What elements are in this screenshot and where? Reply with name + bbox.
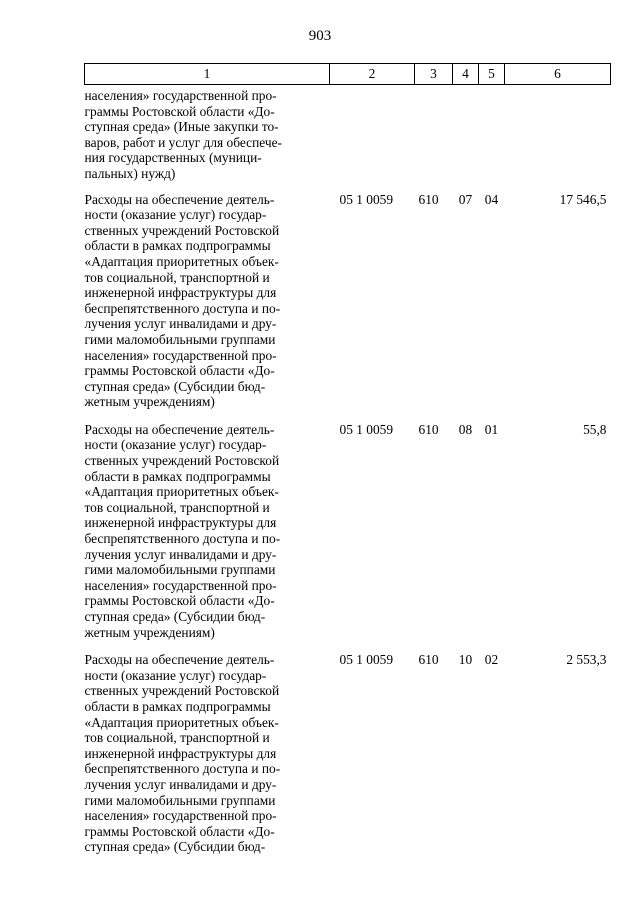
description-line: ственных учреждений Ростовской [84, 453, 280, 469]
description-line: тов социальной, транспортной и [84, 499, 270, 515]
description-line: ступная среда» (Субсидии бюд- [84, 839, 266, 855]
table-row [85, 188, 611, 418]
subsection-code: 01 [484, 421, 499, 437]
table-row [85, 418, 611, 648]
description-line: Расходы на обеспечение деятель- [84, 421, 275, 437]
page-number: 903 [308, 28, 332, 44]
description-line: беспрепятственного доступа и по- [84, 761, 281, 777]
amount: 2 553,3 [566, 652, 607, 668]
description-line: тов социальной, транспортной и [84, 730, 270, 746]
description-line: граммы Ростовской области «До- [84, 593, 275, 609]
description-line: ности (оказание услуг) государ- [84, 207, 267, 223]
description-line: пальных) нужд) [84, 165, 176, 181]
description-line: населения» государственной про- [84, 808, 277, 824]
description-line: ности (оказание услуг) государ- [84, 437, 267, 453]
description-line: области в рамках подпрограммы [84, 238, 271, 254]
amount: 17 546,5 [559, 191, 607, 207]
table-header-row [85, 64, 611, 85]
description-line: Расходы на обеспечение деятель- [84, 652, 275, 668]
budget-table [84, 63, 611, 863]
description-line: инженерной инфраструктуры для [84, 285, 277, 301]
description-line: ственных учреждений Ростовской [84, 683, 280, 699]
description-line: жетным учреждениям) [84, 624, 215, 640]
description-line: ственных учреждений Ростовской [84, 222, 280, 238]
description-line: Расходы на обеспечение деятель- [84, 191, 275, 207]
description-line: ступная среда» (Субсидии бюд- [84, 609, 266, 624]
description-line: ступная среда» (Иные закупки то- [84, 119, 279, 135]
row-description [85, 418, 330, 648]
description-line: гими маломобильными группами [84, 331, 276, 347]
description-line: области в рамках подпрограммы [84, 468, 271, 484]
target-article-code: 05 1 0059 [339, 191, 394, 207]
description-line: области в рамках подпрограммы [84, 698, 271, 714]
description-line: жетным учреждениям) [84, 394, 215, 410]
description-line: лучения услуг инвалидами и дру- [84, 776, 277, 792]
column-header-2: 2 [330, 64, 415, 85]
row-description [85, 648, 330, 863]
expense-type-code: 610 [418, 191, 439, 207]
description-line: граммы Ростовской области «До- [84, 103, 275, 119]
section-code: 10 [458, 652, 473, 668]
subsection-code: 04 [484, 191, 499, 207]
description-line: ния государственных (муници- [84, 150, 262, 166]
target-article-code: 05 1 0059 [339, 652, 394, 668]
row-description [85, 188, 330, 418]
column-header-1: 1 [85, 64, 330, 85]
section-code: 08 [458, 421, 473, 437]
description-line: «Адаптация приоритетных объек- [84, 714, 279, 730]
section-code: 07 [458, 191, 473, 207]
expense-type-code: 610 [418, 652, 439, 668]
description-line: лучения услуг инвалидами и дру- [84, 316, 277, 332]
description-line: населения» государственной про- [84, 347, 277, 363]
description-line: граммы Ростовской области «До- [84, 823, 275, 839]
amount: 55,8 [583, 421, 607, 437]
description-line: ступная среда» (Субсидии бюд- [84, 378, 266, 394]
description-line: гими маломобильными группами [84, 792, 276, 808]
description-line: беспрепятственного доступа и по- [84, 531, 281, 547]
column-header-4: 4 [453, 64, 479, 85]
description-line: населения» государственной про- [84, 577, 277, 593]
description-line: тов социальной, транспортной и [84, 269, 270, 285]
column-header-5: 5 [479, 64, 505, 85]
column-header-3: 3 [415, 64, 453, 85]
description-line: «Адаптация приоритетных объек- [84, 253, 279, 269]
description-line: варов, работ и услуг для обеспече- [84, 134, 283, 150]
continuation-row [85, 85, 611, 188]
table-row [85, 648, 611, 863]
description-line: инженерной инфраструктуры для [84, 515, 277, 531]
subsection-code: 02 [484, 652, 499, 668]
expense-type-code: 610 [418, 421, 439, 437]
description-line: инженерной инфраструктуры для [84, 745, 277, 761]
description-line: беспрепятственного доступа и по- [84, 300, 281, 316]
description-line: лучения услуг инвалидами и дру- [84, 546, 277, 562]
column-header-6: 6 [505, 64, 611, 85]
continuation-description [85, 85, 330, 188]
description-line: населения» государственной про- [84, 88, 277, 103]
description-line: граммы Ростовской области «До- [84, 363, 275, 379]
description-line: ности (оказание услуг) государ- [84, 667, 267, 683]
description-line: «Адаптация приоритетных объек- [84, 484, 279, 500]
description-line: гими маломобильными группами [84, 562, 276, 578]
target-article-code: 05 1 0059 [339, 421, 394, 437]
